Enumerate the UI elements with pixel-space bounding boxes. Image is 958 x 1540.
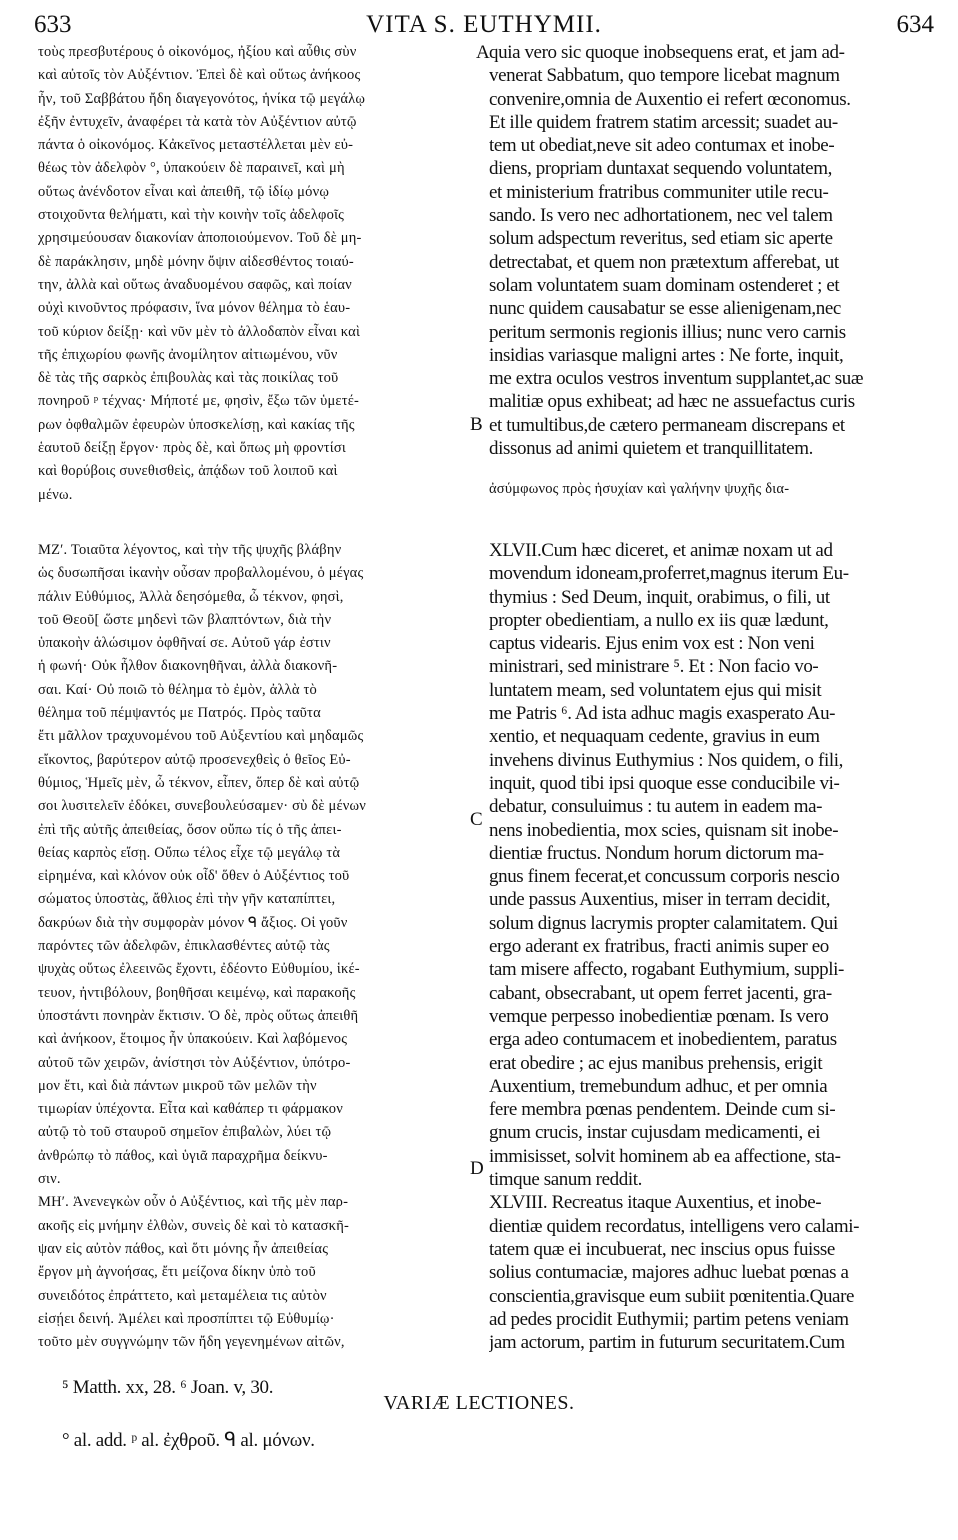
- latin-text-line: peritum sermonis regionis illius; nunc vero carnis: [489, 321, 846, 343]
- variae-lectiones-heading: VARIÆ LECTIONES.: [383, 1392, 575, 1414]
- latin-text-line: Auxentium, tremebundum adhuc, et per omnia: [489, 1075, 828, 1097]
- greek-text-line: σαι. Καί· Οὐ ποιῶ τὸ θέλημα τὸ ἐμὸν, ἀλλὰ τὸ: [38, 681, 317, 698]
- latin-text-line: convenire,omnia de Auxentio ei refert œconomus.: [489, 88, 851, 110]
- latin-text-line: vemque perpesso inobedientiæ pœnam. Is vero: [489, 1005, 829, 1027]
- latin-text-line: gnus finem fecerat,et concussum corporis nescio: [489, 866, 840, 888]
- greek-text-line: τοῦ Θεοῦ[ ὥστε μηδενὶ τῶν βλαπτόντων, διὰ τὴν: [38, 611, 332, 628]
- margin-marker-b: B: [470, 414, 483, 435]
- latin-text-line: solius contumaciæ, majores adhuc luebat pœnas a: [489, 1262, 849, 1284]
- greek-text-line: ΜΗʹ. Ἀνενεγκὼν οὖν ὁ Αὐξέντιος, καὶ τῆς μὲν παρ-: [38, 1194, 349, 1211]
- greek-column-lower: [38, 539, 470, 1354]
- latin-text-line: unde passus Auxentius, miser in terram decidit,: [489, 889, 831, 911]
- latin-text-line: tem ut obediat,neve sit adeo contumax et inobe-: [489, 135, 835, 157]
- latin-text-line: erat obedire ; ac ejus manibus prehensis, erigit: [489, 1052, 823, 1074]
- greek-text-line: δὲ παράκλησιν, μηδὲ μόνην ὄψιν αἰδεσθέντος τοιαύ-: [38, 253, 354, 270]
- latin-text-line: solum dignus lacrymis propter calamitatem. Qui: [489, 912, 838, 934]
- latin-text-line: propter obedientiam, a nullo ex iis quæ lædunt,: [489, 609, 829, 631]
- latin-text-line: movendum idoneam,proferret,magnus iterum Eu-: [489, 563, 849, 585]
- greek-continuation-line: ἀσύμφωνος πρὸς ἡσυχίαν καὶ γαλήνην ψυχῆς δια-: [489, 481, 790, 497]
- greek-text-line: θέως τὸν ἀδελφὸν °, ὑπακούειν δὲ παραινεῖ, καὶ μὴ: [38, 160, 345, 177]
- page-number-right: 634: [896, 11, 934, 38]
- greek-text-line: ἐπὶ τῆς αὐτῆς ἀπειθείας, ὅσον οὔπω τίς ὁ τῆς ἀπει-: [38, 821, 342, 838]
- greek-text-line: ἦν, τοῦ Σαββάτου ἤδη διαγεγονότος, ἡνίκα τῷ μεγάλῳ: [38, 90, 366, 107]
- greek-text-line: καὶ ἀνήκοον, ἕτοιμος ἦν ὑπακούειν. Καὶ λαβόμενος: [38, 1031, 348, 1048]
- latin-text-line: erga adeo contumacem et inobedientem, paratus: [489, 1029, 837, 1051]
- latin-text-line: et ministerium fratribus communiter utile recu-: [489, 181, 829, 203]
- latin-text-line: solam voluntatem suam dominam ostenderet ; et: [489, 274, 840, 296]
- greek-text-line: ΜΖʹ. Τοιαῦτα λέγοντος, καὶ τὴν τῆς ψυχῆς βλάβην: [38, 542, 342, 558]
- latin-text-line: ministrari, sed ministrare ⁵. Et : Non facio vo-: [489, 656, 819, 678]
- greek-text-line: ἐξῆν ἐντυχεῖν, ἀναφέρει τὰ κατὰ τὸν Αὐξέντιον αὐτῷ: [38, 113, 357, 130]
- latin-text-line: solum adspectum reveritus, sed etiam sic aperte: [489, 228, 833, 250]
- greek-text-line: τιμωρίαν ὑπέχοντα. Εἶτα καὶ καθάπερ τι φάρμακον: [38, 1101, 343, 1118]
- greek-text-line: πάντα ὁ οἰκονόμος. Κἀκεῖνος μεταστέλλεται μὲν εὐ-: [38, 137, 354, 154]
- latin-text-line: captus videaris. Ejus enim vox est : Non veni: [489, 633, 815, 655]
- latin-text-line: XLVII.Cum hæc diceret, et animæ noxam ut ad: [489, 540, 833, 561]
- latin-text-line: cabant, obsecrabant, ut opem ferret jacenti, gra-: [489, 982, 832, 1004]
- greek-text-line: την, ἀλλὰ καὶ οὕτως ἀναδυομένου σαφῶς, καὶ ποίαν: [38, 276, 352, 293]
- latin-text-line: me Patris ⁶. Ad ista adhuc magis exasperato Au-: [489, 703, 836, 725]
- latin-text-line: dientiæ fructus. Nondum horum dictorum ma-: [489, 842, 824, 864]
- greek-text-line: ἔργον μὴ ἀγνοήσας, ἔτι μείζονα δίκην ὑπὸ τοῦ: [38, 1264, 316, 1281]
- latin-text-line: tatem quæ ei incubuerat, nec inscius opus fuisse: [489, 1238, 835, 1260]
- latin-text-line: venerat Sabbatum, quo tempore licebat magnum: [489, 65, 840, 87]
- greek-text-line: ὡς δυσωπῆσαι ἱκανὴν οὖσαν προβαλλομένου, ὁ μέγας: [38, 565, 364, 582]
- latin-text-line: quia vero sic quoque inobsequens erat, et jam ad-: [489, 42, 845, 63]
- latin-text-line: inquit, quod tibi ipsi quoque esse conducibile vi-: [489, 772, 840, 794]
- greek-text-line: θύμιος, Ἡμεῖς μὲν, ὦ τέκνον, εἶπεν, ὅπερ δὲ καὶ αὐτῷ: [38, 774, 360, 791]
- greek-text-line: ὑποστάντι πονηρὰν ἔκτισιν. Ὁ δὲ, πρὸς οὕτως ἀπειθῆ: [38, 1007, 359, 1024]
- latin-text-line: me extra oculos vestros inventum supplantet,ac suæ: [489, 368, 864, 390]
- greek-text-line: εἰρημένα, καὶ κλόνον οὐκ οἶδ' ὅθεν ὁ Αὐξέντιος τοῦ: [38, 868, 350, 885]
- latin-text-line: sando. Is vero nec adhortationem, nec vel talem: [489, 205, 833, 227]
- latin-text-line: tam misere affecto, rogabant Euthymium, suppli-: [489, 959, 844, 981]
- greek-text-line: καὶ θορύβοις συνεθισθεὶς, ἀπᾴδων τοῦ λοιποῦ καὶ: [38, 463, 338, 480]
- margin-marker-c: C: [470, 809, 483, 830]
- latin-text-line: debatur, consuluimus : tu autem in eadem ma-: [489, 796, 823, 818]
- greek-text-line: σώματος ὑποστὰς, ἄθλιος ἐπὶ τὴν γῆν καταπίπτει,: [38, 891, 336, 908]
- greek-text-line: θέλημα τοῦ πέμψαντός με Πατρός. Πρὸς ταῦτα: [38, 705, 321, 722]
- latin-text-line: conscientia,gravisque eum subiit pœnitentia.Quare: [489, 1285, 855, 1307]
- greek-text-line: δὲ τὰς τῆς σαρκὸς ἐπιβουλὰς καὶ τὰς ποικίλας τοῦ: [38, 370, 339, 387]
- greek-text-line: ρων ὀφθαλμῶν ἐφευρὼν ὑποσκελίσῃ, καὶ κακίας τῆς: [38, 416, 355, 433]
- latin-text-line: jam actorum, partim in futurum securitatem.Cum: [489, 1332, 845, 1354]
- greek-text-line: παρόντες τῶν ἀδελφῶν, ἐπικλασθέντες αὐτῷ τὰς: [38, 938, 330, 955]
- greek-text-line: τοὺς πρεσβυτέρους ὁ οἰκονόμος, ἠξίου καὶ αὖθις σὺν: [38, 44, 357, 60]
- greek-text-line: σοι λυσιτελεῖν ἐδόκει, συνεβουλεύσαμεν· σὺ δὲ μένων: [38, 798, 367, 815]
- greek-text-line: οὕτως ἀνένδοτον εἶναι καὶ ἀπειθῆ, τῷ ἰδίῳ μόνῳ: [38, 183, 330, 200]
- greek-text-line: ἀνθρώπῳ τὸ πάθος, καὶ ὑγιᾶ παραχρῆμα δείκνυ-: [38, 1147, 328, 1164]
- greek-text-line: αὐτοῦ τῶν χειρῶν, ἀνίστησι τὸν Αὐξέντιον, ὑπότρο-: [38, 1054, 351, 1071]
- latin-text-line: detrectabat, et quem non prætextum afferebat, ut: [489, 251, 839, 273]
- latin-text-line: fere membra pœnas pendentem. Deinde cum si-: [489, 1099, 836, 1121]
- latin-text-line: XLVIII. Recreatus itaque Auxentius, et inobe-: [489, 1192, 822, 1214]
- variae-lectiones-list: ° al. add. ᵖ al. ἐχθροῦ. ᑫ al. μόνων.: [62, 1430, 315, 1451]
- greek-text-line: τευον, ἠντιβόλουν, βοηθῆσαι κειμένῳ, καὶ παρακοῆς: [38, 984, 356, 1001]
- greek-text-line: ἑαυτοῦ δείξῃ ἔργον· πρὸς δὲ, καὶ ὅπως μὴ φροντίσι: [38, 440, 346, 457]
- latin-text-line: luntatem meam, sed voluntatem ejus qui misit: [489, 679, 822, 701]
- greek-text-line: συνειδότος ἐπράττετο, καὶ μεταμέλεια τις αὐτὸν: [38, 1287, 327, 1304]
- margin-marker-a: A: [476, 42, 490, 63]
- latin-text-line: dissonus ad animi quietem et tranquillitatem.: [489, 438, 813, 460]
- latin-text-line: gnum crucis, instar cujusdam medicamenti, ei: [489, 1122, 821, 1144]
- greek-text-line: εἰσῄει δεινή. Ἀμέλει καὶ προσπίπτει τῷ Εὐθυμίῳ·: [38, 1310, 335, 1327]
- greek-text-line: ὑπακοὴν ἁλώσιμον ὀφθῆναί σε. Αὐτοῦ γάρ ἐστιν: [38, 635, 331, 652]
- latin-text-line: malitiæ opus exhibeat; ad hæc ne assuefactus curis: [489, 391, 855, 413]
- latin-text-line: ad pedes procidit Euthymii; partim petens veniam: [489, 1308, 849, 1330]
- page-number-left: 633: [34, 11, 72, 38]
- latin-column-lower: [489, 539, 941, 1354]
- latin-text-line: insidias variasque maligni artes : Ne forte, inquit,: [489, 344, 844, 366]
- greek-text-line: ἡ φωνή· Οὐκ ἦλθον διακονηθῆναι, ἀλλὰ διακονῆ-: [38, 658, 338, 675]
- latin-text-line: diens, propriam duntaxat sequendo voluntatem,: [489, 158, 832, 180]
- latin-text-line: ergo aderant ex fratribus, fracti animis super eo: [489, 936, 829, 958]
- latin-text-line: nunc quidem causabatur se esse alienigenam,nec: [489, 298, 841, 320]
- greek-text-line: σιν.: [38, 1171, 61, 1188]
- latin-text-line: Et ille quidem fratrem statim arcessit; suadet au-: [489, 111, 838, 133]
- greek-text-line: οὐχὶ κινοῦντος πρόφασιν, ἵνα μόνον θέλημα τὸ ἑαυ-: [38, 300, 351, 317]
- latin-text-line: et tumultibus,de cætero permaneam discrepans et: [489, 414, 845, 436]
- latin-text-line: immisisset, solvit hominem ab ea affectione, sta-: [489, 1145, 841, 1167]
- greek-text-line: ακοῆς εἰς μνήμην ἐλθὼν, συνεὶς δὲ καὶ τὸ κατασκῆ-: [38, 1217, 350, 1234]
- greek-text-line: μον ἔτι, καὶ διὰ πάντων μικροῦ τῶν μελῶν τὴν: [38, 1077, 317, 1094]
- greek-text-line: τοῦτο μὲν συγγνώμην τῶν ἤδη γεγενημένων αἰτῶν,: [38, 1334, 345, 1351]
- footnotes: ⁵ Matth. xx, 28. ⁶ Joan. v, 30.: [62, 1377, 274, 1398]
- greek-text-line: ψαν εἰς αὐτὸν πάθος, καὶ ὅτι μόνης ἦν ἀπειθείας: [38, 1240, 329, 1257]
- greek-text-line: πάλιν Εὐθύμιος, Ἀλλὰ δεησόμεθα, ὦ τέκνον, φησὶ,: [38, 588, 344, 605]
- margin-marker-d: D: [470, 1158, 484, 1179]
- latin-text-line: xentio, et nequaquam cedente, gravius in eum: [489, 726, 820, 748]
- greek-text-line: δακρύων διὰ τὴν συμφορὰν μόνον ᑫ ἄξιος. Οἱ γοῦν: [38, 914, 348, 931]
- running-title: VITA S. EUTHYMII.: [366, 11, 602, 38]
- greek-text-line: αὐτῷ τὸ τοῦ σταυροῦ σημεῖον ἐπιβαλὼν, λύει τῷ: [38, 1124, 332, 1141]
- latin-column-upper: [489, 41, 941, 460]
- latin-text-line: invehens divinus Euthymius : Nos quidem, o fili,: [489, 749, 843, 771]
- greek-text-line: μένω.: [38, 486, 73, 503]
- greek-text-line: θείας καρπὸς εἴσῃ. Οὔπω τέλος εἶχε τῷ μεγάλῳ τὰ: [38, 844, 341, 861]
- greek-text-line: τῆς ἐπιχωρίου φωνῆς ἀνομίλητον αἰτιωμένου, νῦν: [38, 346, 338, 363]
- latin-text-line: timque sanum reddit.: [489, 1169, 642, 1191]
- greek-column-upper: [38, 41, 470, 507]
- greek-text-line: στοιχοῦντα θελήματι, καὶ τὴν κοινὴν τοῖς ἀδελφοῖς: [38, 207, 345, 224]
- latin-text-line: dientiæ quidem recordatus, intelligens vero calami-: [489, 1215, 860, 1237]
- greek-text-line: εἴκοντος, βαρύτερον αὐτῷ προσενεχθεὶς ὁ θεῖος Εὐ-: [38, 751, 351, 768]
- greek-text-line: καὶ αὐτοῖς τὸν Αὐξέντιον. Ἐπεὶ δὲ καὶ οὕτως ἀνήκοος: [38, 67, 361, 84]
- greek-text-line: πονηροῦ ᵖ τέχνας· Μήποτέ με, φησὶν, ἔξω τῶν ὑμετέ-: [38, 393, 360, 410]
- greek-text-line: ἔτι μᾶλλον τραχυνομένου τοῦ Αὐξεντίου καὶ μηδαμῶς: [38, 728, 364, 745]
- latin-text-line: nens inobedientia, mox scies, quisnam sit inobe-: [489, 819, 839, 841]
- latin-text-line: thymius : Sed Deum, inquit, orabimus, o fili, ut: [489, 586, 830, 608]
- greek-text-line: χρησιμεύουσαν διακονίαν ἀποποιούμενον. Τοῦ δὲ μη-: [38, 230, 362, 247]
- greek-text-line: ψυχὰς οὕτως ἐλεεινῶς ἔχοντι, ἐδέοντο Εὐθυμίου, ἱκέ-: [38, 961, 360, 978]
- greek-text-line: τοῦ κύριον δείξῃ· καὶ νῦν μὲν τὸ ἀλλοδαπὸν εἶναι καὶ: [38, 323, 361, 340]
